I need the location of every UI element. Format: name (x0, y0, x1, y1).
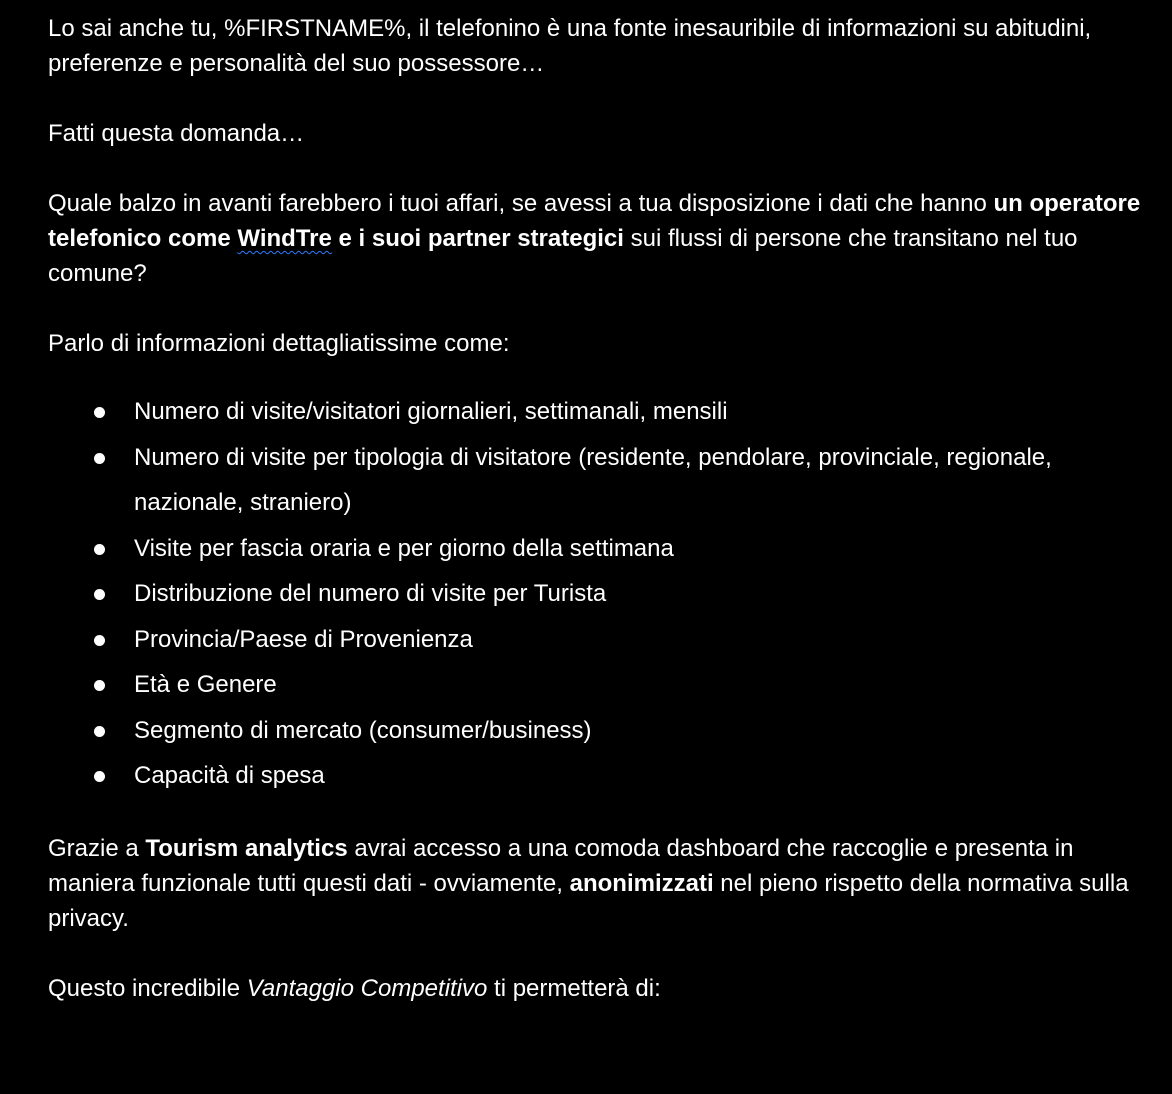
list-item-text: Numero di visite per tipologia di visitatore (residente, pendolare, provinciale, regionale, nazionale, straniero) (134, 443, 1052, 516)
list-item-text: Età e Genere (134, 671, 277, 698)
business-question-paragraph (48, 186, 1158, 291)
tourism-text-end: nel pieno rispetto della normativa sulla privacy. (48, 869, 1129, 932)
intro-paragraph (48, 11, 1158, 81)
intro-text: Lo sai anche tu, %FIRSTNAME%, il telefonino è una fonte inesauribile di informazioni su abitudini, preferenze e personalità del suo possessore… (48, 15, 1092, 77)
bullet-icon (94, 453, 105, 464)
anonymized-emphasis: anonimizzati (569, 869, 714, 897)
list-item (134, 571, 1158, 617)
business-question-text-start: Quale balzo in avanti farebbero i tuoi affari, se avessi a tua disposizione i dati che hanno (48, 190, 994, 217)
bullet-icon (94, 771, 105, 782)
operator-emphasis-text: un operatore telefonico come (48, 190, 1141, 252)
bullet-icon (94, 407, 105, 418)
list-item (134, 708, 1158, 754)
paragraph-spacer (48, 81, 1158, 116)
business-question-text-end: sui flussi di persone che transitano nel tuo comune? (48, 225, 1078, 287)
list-item-text: Numero di visite/visitatori giornalieri, settimanali, mensili (134, 398, 728, 425)
bullet-icon (94, 589, 105, 600)
details-intro-text: Parlo di informazioni dettagliatissime come: (48, 330, 510, 357)
list-spacer (48, 799, 1158, 831)
list-spacer (48, 361, 1158, 389)
details-intro-paragraph (48, 326, 1158, 361)
advantage-text-start: Questo incredibile (48, 974, 247, 1002)
document-body (48, 11, 1158, 1006)
paragraph-spacer (48, 936, 1158, 971)
bullet-icon (94, 635, 105, 646)
bullet-icon (94, 726, 105, 737)
paragraph-spacer (48, 291, 1158, 326)
list-item (134, 435, 1158, 526)
product-name: Tourism analytics (145, 834, 348, 862)
list-item (134, 753, 1158, 799)
list-item-text: Segmento di mercato (consumer/business) (134, 716, 592, 744)
competitive-advantage-emphasis: Vantaggio Competitivo (246, 974, 488, 1002)
list-item-text: Capacità di spesa (134, 762, 325, 789)
list-item-text: Visite per fascia oraria e per giorno della settimana (134, 534, 674, 562)
list-item (134, 617, 1158, 663)
paragraph-spacer (48, 151, 1158, 186)
bullet-icon (94, 680, 105, 691)
spellcheck-flagged-word[interactable]: WindTre (237, 225, 332, 252)
list-item (134, 662, 1158, 708)
question-paragraph (48, 116, 1158, 151)
list-item-text: Provincia/Paese di Provenienza (134, 625, 473, 653)
advantage-text-end: ti permetterà di: (487, 974, 661, 1002)
bullet-icon (94, 544, 105, 555)
tourism-text-start: Grazie a (48, 834, 146, 862)
tourism-analytics-paragraph (48, 831, 1158, 936)
advantage-paragraph (48, 971, 1158, 1006)
question-text: Fatti questa domanda… (48, 120, 305, 147)
partners-emphasis-text: e i suoi partner strategici (331, 225, 624, 252)
list-item (134, 389, 1158, 435)
data-points-list (48, 389, 1158, 799)
list-item-text: Distribuzione del numero di visite per Turista (134, 580, 607, 607)
tourism-text-middle: avrai accesso a una comoda dashboard che raccoglie e presenta in maniera funzionale tutti questi dati - ovviamente, (48, 834, 1074, 897)
list-item (134, 526, 1158, 572)
